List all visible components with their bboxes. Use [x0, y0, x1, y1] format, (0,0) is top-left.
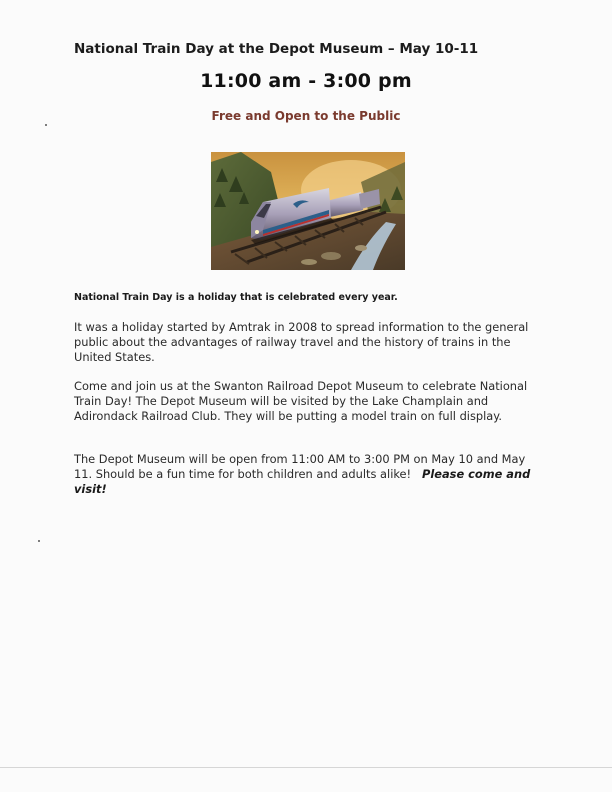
scan-speck	[38, 540, 40, 542]
history-paragraph: It was a holiday started by Amtrak in 2008 to spread information to the general public about the advantages of railway travel and the history of trains in the United States.	[74, 320, 529, 364]
admission-note: Free and Open to the Public	[211, 109, 401, 123]
scan-edge-line	[0, 767, 612, 768]
flyer-heading: National Train Day at the Depot Museum – May 10-11	[74, 41, 479, 57]
closing-call: Please come and visit!	[74, 467, 531, 496]
invite-paragraph: Come and join us at the Swanton Railroad Depot Museum to celebrate National Train Day! The Depot Museum will be visited by the Lake Champlain and Adirondack Railroad Club. They will be putting a model train on full display.	[74, 379, 528, 423]
train-illustration-icon	[211, 152, 405, 270]
event-time: 11:00 am - 3:00 pm	[200, 70, 412, 92]
holiday-intro: National Train Day is a holiday that is celebrated every year.	[74, 292, 398, 303]
scan-speck	[45, 124, 47, 126]
train-photo	[211, 152, 405, 270]
hours-text: The Depot Museum will be open from 11:00 AM to 3:00 PM on May 10 and May 11. Should be a fun time for both children and adults alike!	[74, 452, 526, 481]
hours-paragraph	[74, 452, 542, 497]
